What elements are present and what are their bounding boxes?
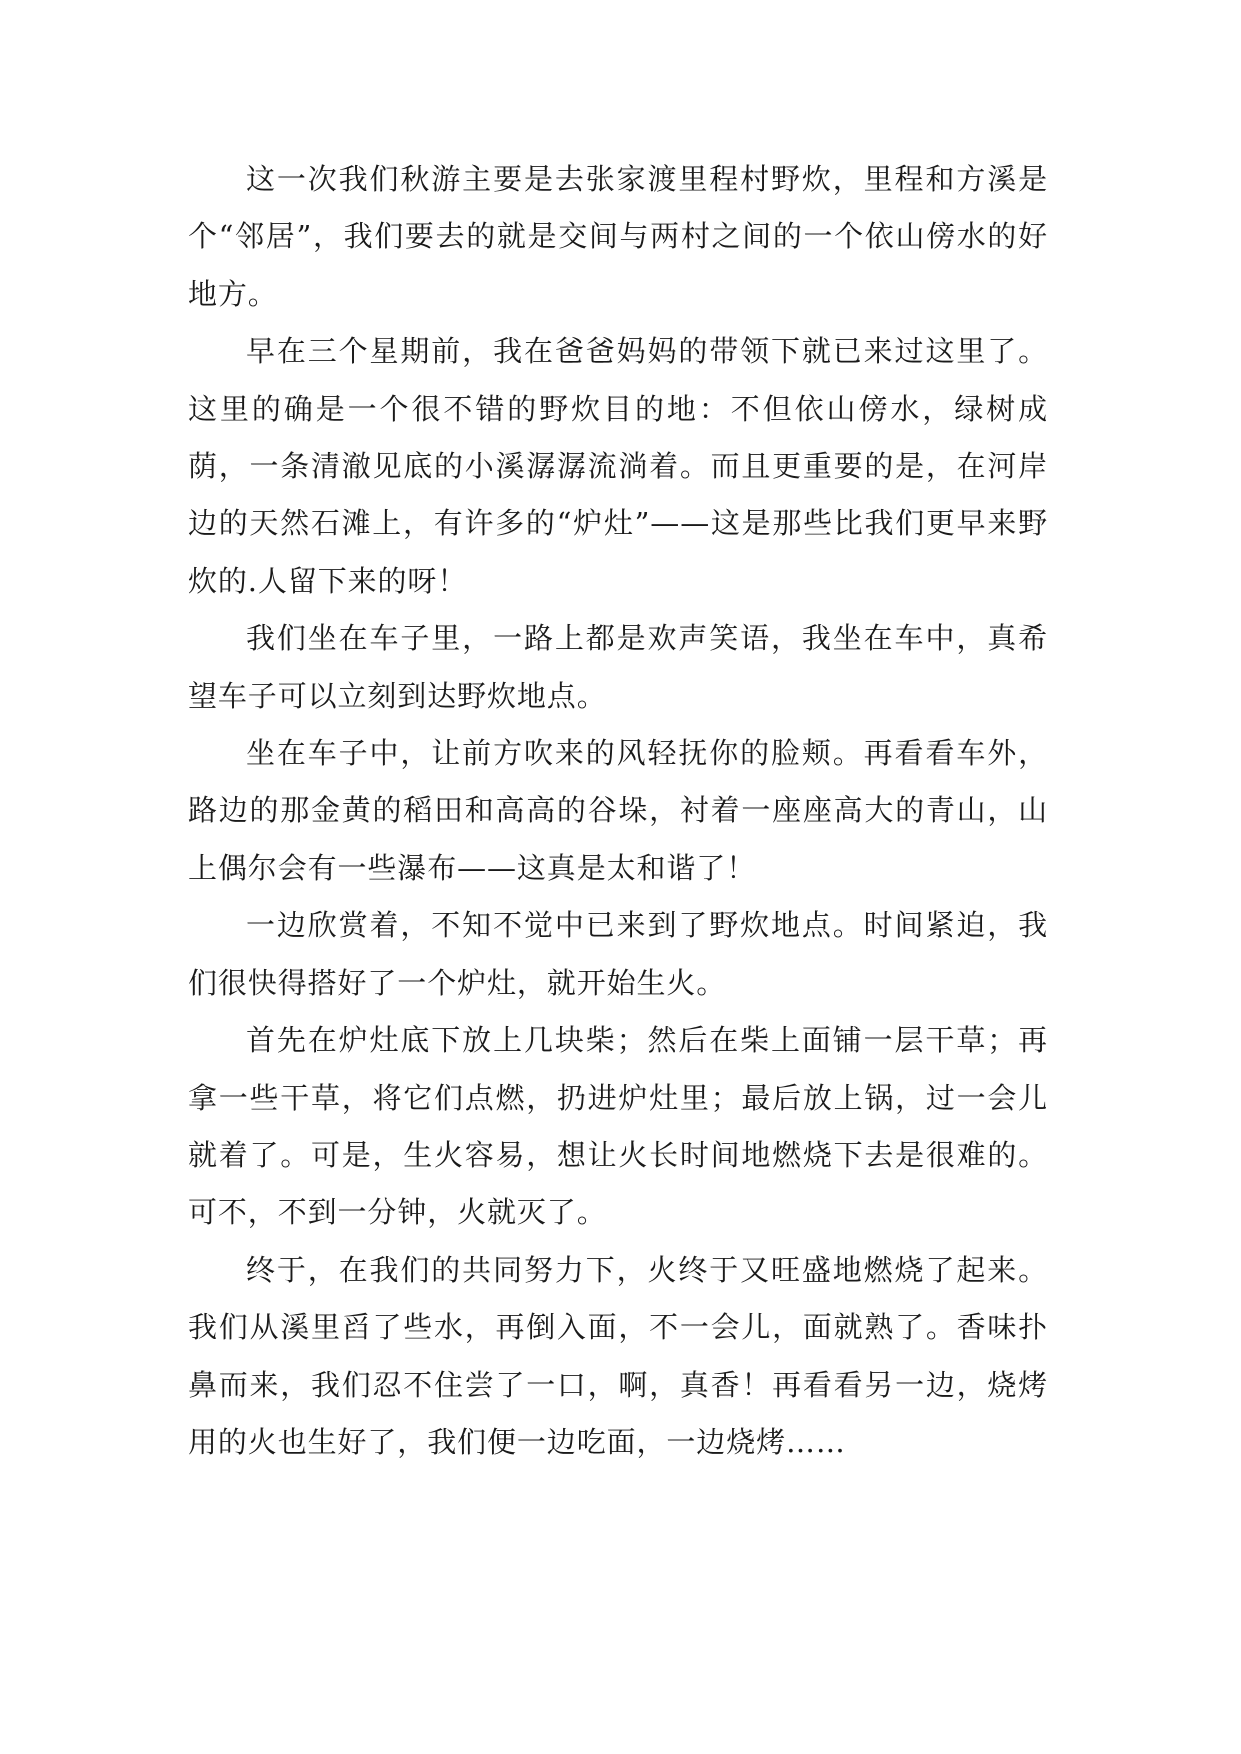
paragraph-5: 一边欣赏着，不知不觉中已来到了野炊地点。时间紧迫，我们很快得搭好了一个炉灶，就开始生火。 xyxy=(188,908,1048,1000)
paragraph-1: 这一次我们秋游主要是去张家渡里程村野炊，里程和方溪是个“邻居”，我们要去的就是交间与两村之间的一个依山傍水的好地方。 xyxy=(188,162,1048,311)
paragraph-7: 终于，在我们的共同努力下，火终于又旺盛地燃烧了起来。我们从溪里舀了些水，再倒入面，不一会儿，面就熟了。香味扑鼻而来，我们忍不住尝了一口，啊，真香！再看看另一边，烧烤用的火也生好了，我们便一边吃面，一边烧烤…… xyxy=(188,1252,1048,1459)
paragraph-6: 首先在炉灶底下放上几块柴；然后在柴上面铺一层干草；再拿一些干草，将它们点燃，扔进炉灶里；最后放上锅，过一会儿就着了。可是，生火容易，想让火长时间地燃烧下去是很难的。可不，不到一分钟，火就灭了。 xyxy=(188,1023,1048,1230)
document-body xyxy=(188,151,1048,1471)
paragraph-2: 早在三个星期前，我在爸爸妈妈的带领下就已来过这里了。这里的确是一个很不错的野炊目的地：不但依山傍水，绿树成荫，一条清澈见底的小溪潺潺流淌着。而且更重要的是，在河岸边的天然石滩上，有许多的“炉灶”——这是那些比我们更早来野炊的.人留下来的呀！ xyxy=(188,334,1048,598)
paragraph-3: 我们坐在车子里，一路上都是欢声笑语，我坐在车中，真希望车子可以立刻到达野炊地点。 xyxy=(188,621,1048,713)
paragraph-4: 坐在车子中，让前方吹来的风轻抚你的脸颊。再看看车外，路边的那金黄的稻田和高高的谷垛，衬着一座座高大的青山，山上偶尔会有一些瀑布——这真是太和谐了！ xyxy=(188,736,1048,885)
